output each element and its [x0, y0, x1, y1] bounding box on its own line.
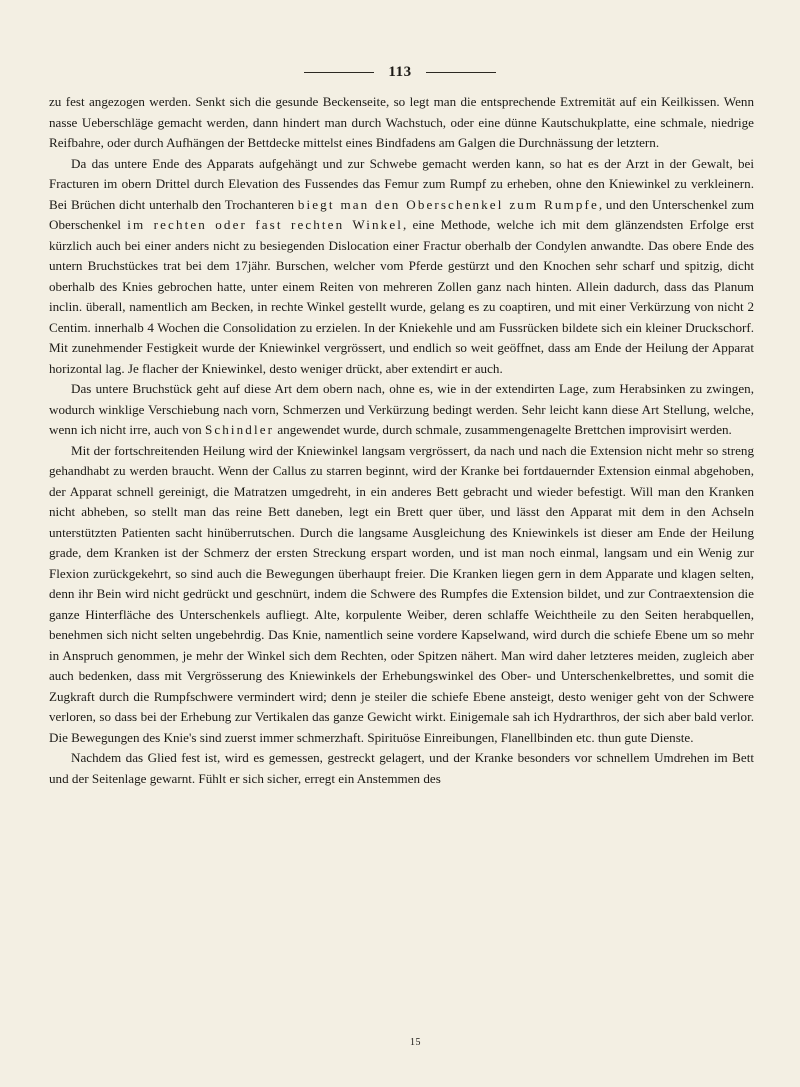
- paragraph-text: zu fest angezogen werden. Senkt sich die gesunde Beckenseite, so legt man die entsprechende Extremität auf ein Keilkissen. Wenn nasse Ueberschläge gemacht werden, dann hindert man durch Wachstuch, oder eine dünne Kautschukplatte, eine schmale, niedrige Reifbahre, oder durch Aufhängen der Bettdecke mittelst eines Bindfadens am Galgen die Durchnässung der letztern.: [49, 94, 754, 150]
- paragraph-1: [49, 92, 754, 154]
- emphasis-spaced: biegt man den Oberschenkel zum Rumpfe: [297, 196, 599, 212]
- paragraph-text: , eine Methode, welche ich mit dem glänzendsten Erfolge erst kürzlich auch bei einer anders nicht zu besiegenden Dislocation einer Fractur oberhalb der Condylen anwandte. Das obere Ende des untern Bruchstückes trat bei dem 17jähr. Burschen, welcher vom Pferde gestürzt und den Knochen sehr scharf und spitzig, dicht oberhalb des Knies gebrochen hatte, unter einem Reiten von mehreren Zollen ganz nach hinten. Allein dadurch, dass das Planum inclin. überall, namentlich am Becken, in rechte Winkel gestellt wurde, gelang es zu coaptiren, und mit einer Verkürzung von nicht 2 Centim. innerhalb 4 Wochen die Consolidation zu erzielen. In der Kniekehle und am Fussrücken bildete sich ein kleiner Druckschorf. Mit zunehmender Festigkeit wurde der Kniewinkel vergrössert, und endlich so weit geöffnet, dass am Ende der Heilung der Apparat horizontal lag. Je flacher der Kniewinkel, desto weniger drückt, aber extendirt er auch.: [49, 217, 754, 376]
- paragraph-3: [49, 379, 754, 441]
- paragraph-text: Das untere Bruchstück geht auf diese Art dem obern nach, ohne es, wie in der extendirten Lage, zum Herabsinken zu zwingen, wodurch winklige Verschiebung nach vorn, Schmerzen und Verkürzung bedingt werden. Sehr leicht kann diese Art Stellung, welche, wenn ich nicht irre, auch von: [49, 381, 754, 437]
- paragraph-text: Nachdem das Glied fest ist, wird es gemessen, gestreckt gelagert, und der Kranke besonders vor schnellem Umdrehen im Bett und der Seitenlage gewarnt. Fühlt er sich sicher, erregt ein Anstemmen des: [49, 750, 754, 786]
- page-header: [0, 64, 800, 81]
- text-body: [49, 92, 754, 789]
- paragraph-text: Mit der fortschreitenden Heilung wird der Kniewinkel langsam vergrössert, da nach und nach die Extension nicht mehr so streng gehandhabt zu werden braucht. Wenn der Callus zu starren beginnt, wird der Kranke bei fortdauernder Extension einmal abgehoben, der Apparat schnell gereinigt, die Matratzen umgedreht, in ein anderes Bett gebracht und wieder befestigt. Will man den Kranken nicht abheben, so stellt man das reine Bett daneben, legt ein Brett quer über, und lässt den Apparat mit dem in den Achseln unterstützten Patienten sacht hinüberrutschen. Durch die langsame Ausgleichung des Kniewinkels ist dieser am Ende der Heilung grade, dem Kranken ist der Schmerz der ersten Streckung erspart worden, und ist man noch einmal, langsam und ein Wenig zur Flexion zurückgekehrt, so sind auch die Bewegungen überhaupt freier. Die Kranken liegen gern in dem Apparate und klagen selten, denn ihr Bein wird nicht gedrückt und geschnürt, indem die Schwere des Rumpfes die Extension bildet, und zur Contraextension die ganze Hinterfläche des Unterschenkels aufliegt. Alte, korpulente Weiber, deren schlaffe Weichtheile zu den Seiten herabquellen, benehmen sich nicht selten ungebehrdig. Das Knie, namentlich seine vordere Kapselwand, wird durch die schiefe Ebene um so mehr in Anspruch genommen, je mehr der Winkel sich dem Rechten, oder Spitzen nähert. Man wird daher letzteres meiden, zugleich aber auch bedenken, dass mit Vergrösserung des Kniewinkels der Erhebungswinkel des Ober- und Unterschenkelbrettes, und somit die Zugkraft durch die Rumpfschwere vermindert wird; denn je steiler die schiefe Ebene ansteigt, desto weniger geht von der Schwere verloren, so dass bei der Erhebung zur Vertikalen das ganze Gewicht wirkt. Einigemale sah ich Hydrarthros, der sich aber bald verlor. Die Bewegungen des Knie's sind zuerst immer schmerzhaft. Spirituöse Einreibungen, Flanellbinden etc. thun gute Dienste.: [49, 442, 754, 745]
- paragraph-text: Da das untere Ende des Apparats aufgehängt und zur Schwebe gemacht werden kann, so hat es der Arzt in der Gewalt, bei Fracturen im obern Drittel durch Elevation des Fussendes das Femur zum Rumpf zu erheben, ohne den Kniewinkel zu verkleinern. Bei Brüchen dicht unterhalb den Trochanteren: [49, 155, 754, 212]
- header-rule-left: [304, 72, 374, 73]
- author-name-spaced: Schindler: [204, 422, 275, 437]
- emphasis-spaced: im rechten oder fast rechten Winkel: [127, 217, 403, 232]
- paragraph-4: [49, 441, 754, 749]
- paragraph-2: [49, 154, 754, 380]
- signature-mark: 15: [410, 1037, 421, 1048]
- paragraph-5: [49, 748, 754, 789]
- page-number: 113: [388, 64, 412, 80]
- paragraph-text: , und den Unterschenkel zum Oberschenkel: [49, 196, 755, 232]
- paragraph-text: angewendet wurde, durch schmale, zusammengenagelte Brettchen improvisirt werden.: [274, 422, 732, 437]
- header-rule-right: [426, 72, 496, 73]
